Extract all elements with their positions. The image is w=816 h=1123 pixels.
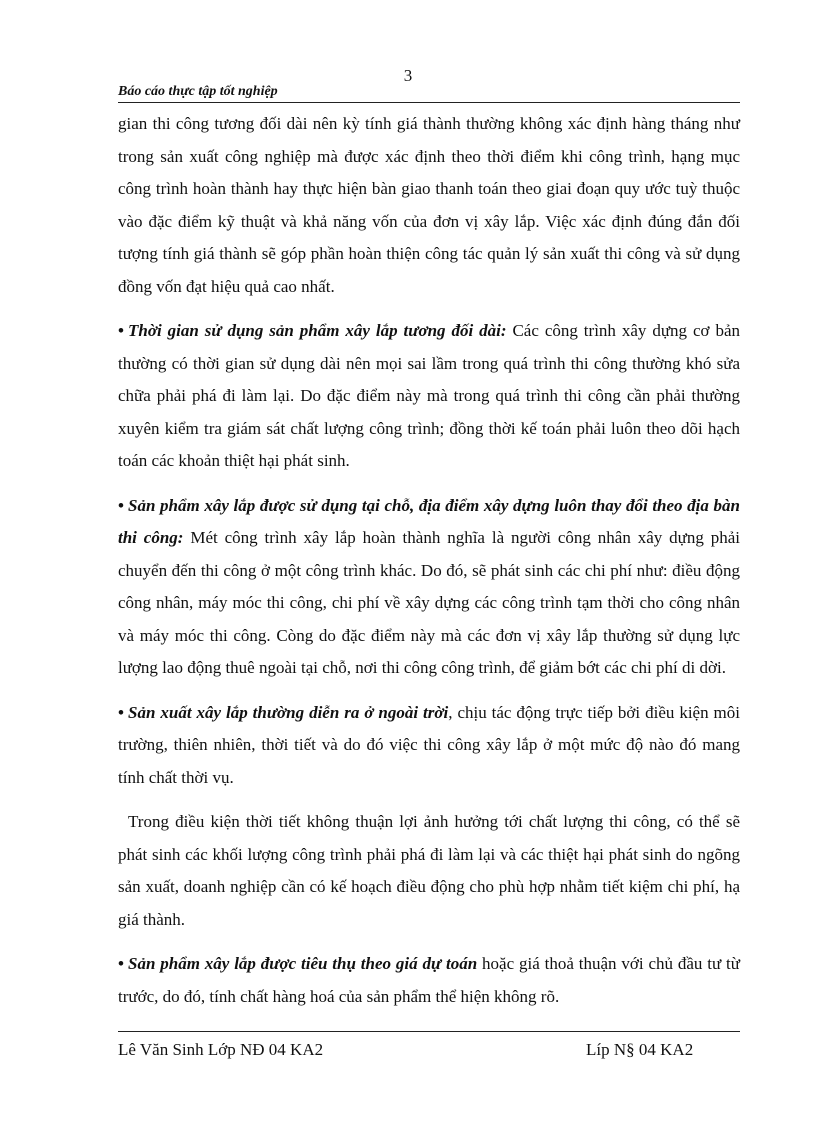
footer-divider	[118, 1031, 740, 1032]
paragraph-text: gian thi công tương đối dài nên kỳ tính giá thành thường không xác định hàng tháng như trong sản xuất công nghiệp mà được xác định theo thời điểm khi công trình, hạng mục công trình hoàn thành hay thực hiện bàn giao thanh toán theo giai đoạn quy ước tuỳ thuộc vào đặc điểm kỹ thuật và khả năng vốn của đơn vị xây lắp. Việc xác định đúng đắn đối tượng tính giá thành sẽ góp phần hoàn thiện công tác quản lý sản xuất thi công và sử dụng đồng vốn đạt hiệu quả cao nhất.	[118, 114, 740, 296]
bullet-icon: •	[118, 702, 124, 722]
paragraph-3	[118, 490, 740, 685]
paragraph-text: Các công trình xây dựng cơ bản thường có thời gian sử dụng dài nên mọi sai lầm trong quá trình thi công thường khó sửa chữa phải phá đi làm lại. Do đặc điểm này mà trong quá trình thi công cần phải thường xuyên kiểm tra giám sát chất lượng công trình; đồng thời kế toán phải luôn theo dõi hạch toán các khoản thiệt hại phát sinh.	[118, 321, 740, 470]
footer-author: Lê Văn Sinh Lớp NĐ 04 KA2	[118, 1040, 324, 1059]
paragraph-lead: Sản phẩm xây lắp được sử dụng tại chỗ, địa điểm xây dựng luôn thay đổi theo địa bàn thi công:	[118, 495, 740, 547]
paragraph-5	[118, 806, 740, 936]
paragraph-lead: Thời gian sử dụng sản phẩm xây lắp tương đối dài:	[128, 321, 507, 340]
paragraph-text: hoặc giá thoả thuận với chủ đầu tư từ trước, do đó, tính chất hàng hoá của sản phẩm thể hiện không rõ.	[118, 954, 740, 1006]
paragraph-text: Trong điều kiện thời tiết không thuận lợi ảnh hưởng tới chất lượng thi công, có thể sẽ phát sinh các khối lượng công trình phải phá đi làm lại và các thiệt hại phát sinh do ngõng sản xuất, doanh nghiệp cần có kế hoạch điều động cho phù hợp nhằm tiết kiệm chi phí, hạ giá thành.	[118, 812, 740, 929]
paragraph-4	[118, 697, 740, 795]
paragraph-lead: Sản xuất xây lắp thường diễn ra ở ngoài trời	[128, 702, 449, 722]
header-title: Báo cáo thực tập tốt nghiệp	[118, 84, 278, 99]
paragraph-2	[118, 315, 740, 478]
paragraph-lead: Sản phẩm xây lắp được tiêu thụ theo giá dự toán	[128, 954, 478, 973]
document-body	[118, 108, 740, 1025]
bullet-icon: •	[118, 321, 124, 340]
paragraph-1	[118, 108, 740, 303]
paragraph-text: Mét công trình xây lắp hoàn thành nghĩa là người công nhân xây dựng phải chuyển đến thi công ở một công trình khác. Do đó, sẽ phát sinh các chi phí như: điều động công nhân, máy móc thi công, chi phí về xây dựng các công trình tạm thời cho công nhân và máy móc thi công. Còng do đặc điểm này mà các đơn vị xây lắp thường sử dụng lực lượng lao động thuê ngoài tại chỗ, nơi thi công công trình, để giảm bớt các chi phí di dời.	[118, 528, 741, 677]
paragraph-6	[118, 948, 740, 1013]
footer-class: Líp N§ 04 KA2	[586, 1040, 694, 1059]
paragraph-text: , chịu tác động trực tiếp bởi điều kiện môi trường, thiên nhiên, thời tiết và do đó việc thi công xây lắp ở một mức độ nào đó mang tính chất thời vụ.	[118, 702, 741, 787]
page-number: 3	[403, 66, 413, 85]
bullet-icon: •	[118, 954, 124, 973]
bullet-icon: •	[118, 495, 124, 515]
header-divider	[118, 102, 740, 103]
